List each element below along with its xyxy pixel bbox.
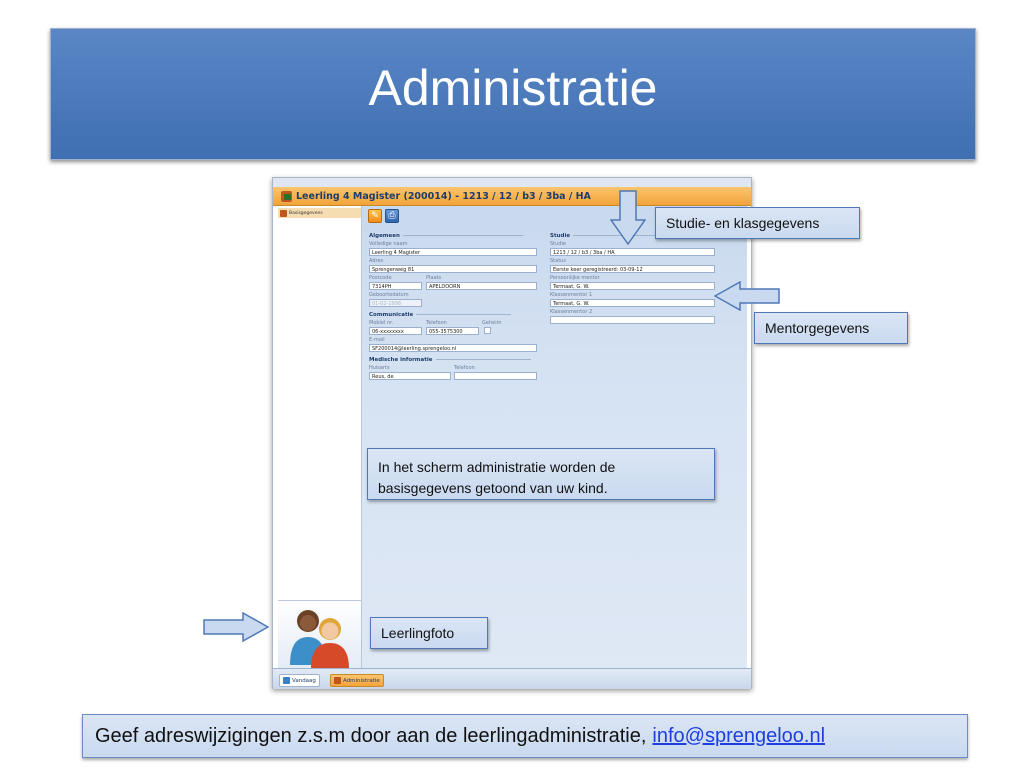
footer-tabbar [273,668,751,689]
student-icon [280,210,287,217]
klassenmentor1-field[interactable]: Termaat, G. W. [550,299,715,307]
arrow-right-icon [203,612,269,642]
administratie-icon [334,677,341,684]
postcode-label: Postcode [369,275,392,281]
huisarts-telefoon-field[interactable] [454,372,537,380]
section-communicatie-title: Communicatie [369,312,511,318]
student-header-title: Leerling 4 Magister (200014) - 1213 / 12 / b3 / 3ba / HA [296,190,591,202]
callout-studie: Studie- en klasgegevens [655,207,860,239]
email-label: E-mail [369,337,385,343]
postcode-field[interactable]: 7314PH [369,282,422,290]
magister-window [272,177,752,689]
plaats-label: Plaats [426,275,442,281]
mentor-field[interactable]: Termaat, G. W. [550,282,715,290]
geheim-checkbox[interactable] [484,327,491,334]
student-photo [278,600,362,669]
section-medisch-title: Medische informatie [369,357,531,363]
callout-mentor: Mentorgegevens [754,312,908,344]
status-label: Status [550,258,566,264]
student-header [273,187,751,206]
edit-button[interactable] [368,209,382,223]
mobiel-field[interactable]: 06-xxxxxxxx [369,327,422,335]
klassenmentor1-label: Klassenmentor 1 [550,292,593,298]
mobiel-label: Mobiel nr. [369,320,394,326]
huisarts-telefoon-label: Telefoon [454,365,475,371]
klassenmentor2-label: Klassenmentor 2 [550,309,593,315]
telefoon-label: Telefoon [426,320,447,326]
sidebar [278,206,362,600]
edit-icon: ✎ [371,211,379,221]
printer-icon: ⎙ [388,211,396,221]
geheim-label: Geheim [482,320,502,326]
tab-vandaag[interactable] [279,674,320,687]
callout-foto: Leerlingfoto [370,617,488,649]
telefoon-field[interactable]: 055-3575300 [426,327,479,335]
adres-field[interactable]: Sprengenweg 81 [369,265,537,273]
geboortedatum-label: Geboortedatum [369,292,409,298]
section-algemeen-title: Algemeen [369,233,523,239]
huisarts-field[interactable]: Reus, de [369,372,451,380]
geboortedatum-field[interactable]: 01-02-1998 [369,299,422,307]
huisarts-label: Huisarts [369,365,390,371]
status-field[interactable]: Eerste keer geregistreerd: 03-09-12 [550,265,715,273]
klassenmentor2-field[interactable] [550,316,715,324]
mentor-label: Persoonlijke mentor [550,275,600,281]
tab-label: Vandaag [292,677,316,684]
slide-title-bar [50,28,976,160]
tab-administratie[interactable] [330,674,384,687]
vandaag-icon [283,677,290,684]
adres-label: Adres [369,258,384,264]
print-button[interactable] [385,209,399,223]
sidebar-item-label: Basisgegevens [289,210,323,216]
slide-title: Administratie [368,60,658,116]
student-photo-icon [278,601,361,669]
main-panel [362,206,747,668]
callout-info: In het scherm administratie worden de basisgegevens getoond van uw kind. [367,448,715,500]
plaats-field[interactable]: APELDOORN [426,282,537,290]
section-studie-title: Studie [550,233,693,239]
student-icon [281,191,292,202]
studie-label: Studie [550,241,566,247]
volledige-naam-label: Volledige naam [369,241,408,247]
email-link[interactable]: info@sprengeloo.nl [652,724,826,747]
notice-text: Geef adreswijzigingen z.s.m door aan de leerlingadministratie, [95,724,647,747]
tab-label: Administratie [343,677,380,684]
arrow-down-icon [610,190,646,246]
volledige-naam-field[interactable]: Leerling 4 Magister [369,248,537,256]
email-field[interactable]: SF200014@leerling.sprengeloo.nl [369,344,537,352]
studie-field[interactable]: 1213 / 12 / b3 / 3ba / HA [550,248,715,256]
address-change-notice [82,714,968,758]
arrow-left-icon [714,281,780,311]
sidebar-item-basisgegevens[interactable] [278,208,361,218]
